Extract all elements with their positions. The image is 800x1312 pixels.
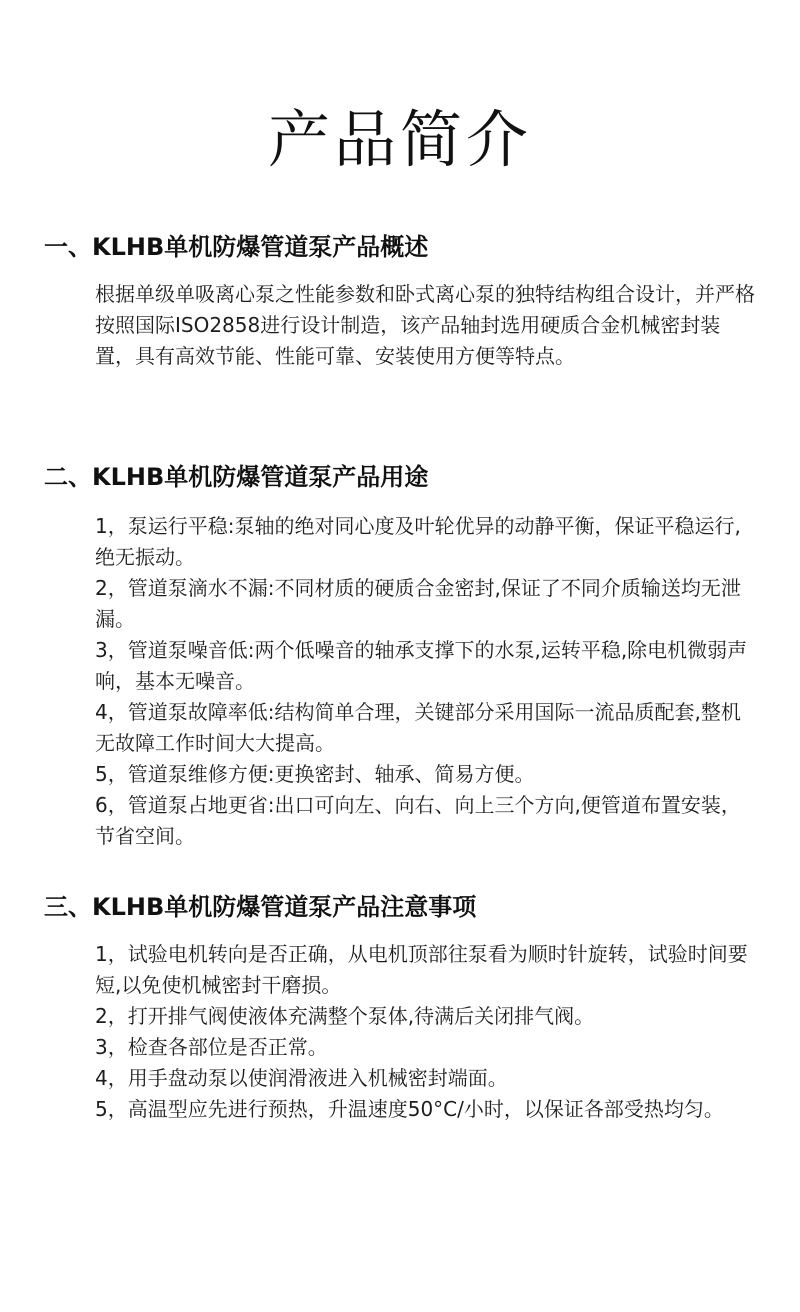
list-item: 4，用手盘动泵以使润滑液进入机械密封端面。 (95, 1066, 508, 1090)
list-item: 5，高温型应先进行预热，升温速度50°C/小时，以保证各部受热均匀。 (95, 1097, 724, 1121)
section-body (95, 939, 755, 1125)
list-item: 4，管道泵故障率低:结构简单合理，关键部分采用国际一流品质配套,整机无故障工作时间大大提高。 (95, 700, 741, 755)
section-heading: 一、KLHB单机防爆管道泵产品概述 (44, 233, 429, 261)
usage-list (95, 511, 755, 852)
list-item: 2，打开排气阀使液体充满整个泵体,待满后关闭排气阀。 (95, 1004, 595, 1028)
list-item: 3，检查各部位是否正常。 (95, 1035, 328, 1059)
section-body (95, 279, 755, 372)
section-heading: 二、KLHB单机防爆管道泵产品用途 (44, 463, 429, 491)
precautions-list (95, 939, 755, 1125)
list-item: 3，管道泵噪音低:两个低噪音的轴承支撑下的水泵,运转平稳,除电机微弱声响，基本无噪音。 (95, 638, 748, 693)
list-item: 6，管道泵占地更省:出口可向左、向右、向上三个方向,便管道布置安装，节省空间。 (95, 793, 741, 848)
section-heading: 三、KLHB单机防爆管道泵产品注意事项 (44, 893, 477, 921)
list-item: 1，试验电机转向是否正确，从电机顶部往泵看为顺时针旋转，试验时间要短,以免使机械密封干磨损。 (95, 942, 748, 997)
list-item: 5，管道泵维修方便:更换密封、轴承、简易方便。 (95, 762, 535, 786)
section-body (95, 511, 755, 852)
page-title: 产品简介 (267, 102, 532, 176)
overview-paragraph: 根据单级单吸离心泵之性能参数和卧式离心泵的独特结构组合设计，并严格按照国际ISO2858进行设计制造，该产品轴封选用硬质合金机械密封装置，具有高效节能、性能可靠、安装使用方便等特点。 (95, 282, 755, 368)
list-item: 2，管道泵滴水不漏:不同材质的硬质合金密封,保证了不同介质输送均无泄漏。 (95, 576, 741, 631)
list-item: 1，泵运行平稳:泵轴的绝对同心度及叶轮优异的动静平衡，保证平稳运行,绝无振动。 (95, 514, 741, 569)
